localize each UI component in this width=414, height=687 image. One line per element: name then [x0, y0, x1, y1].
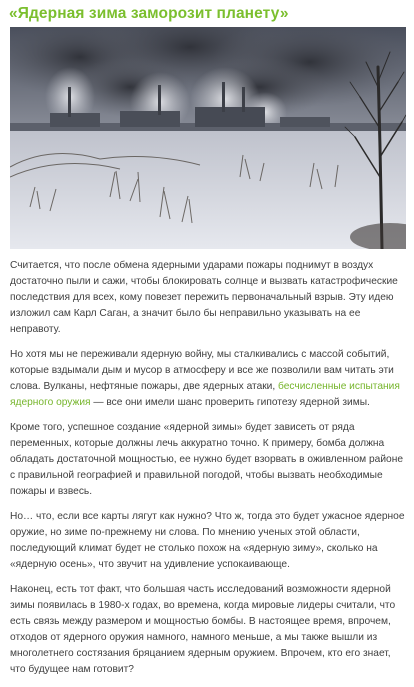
paragraph-1: Считается, что после обмена ядерными ударами пожары поднимут в воздух достаточно пыли и сажи, чтобы блокировать солнце и вызвать катастрофические последствия для всех, кому повезет пережить первоначальный взрыв. Эту идею изложил сам Карл Саган, а значит было бы неправильно указывать на ее неправоту.: [10, 260, 398, 335]
paragraph-5: Наконец, есть тот факт, что большая часть исследований возможности ядерной зимы появилась в 1980-х годах, во времена, когда мировые лидеры считали, что есть связь между размером и мощностью бомбы. В настоящее время, впрочем, отходов от ядерного оружия намного, намного меньше, а мы также вышли из многолетнего состязания бряцанием ядерным оружием. Впрочем, кто его знает, что будущее нам готовит?: [10, 584, 396, 675]
paragraph-2-start: Но хотя мы не переживали ядерную войну, мы сталкивались с массой событий, которые вздымали дым и мусор в атмосферу и все же позволили вам читать эти слова. Вулканы, нефтяные пожары, две ядерных атаки,: [10, 349, 394, 392]
nuclear-tests-link[interactable]: бесчисленные испытания ядерного оружия: [10, 381, 400, 408]
article-photo: [10, 27, 406, 249]
article-title: «Ядерная зима заморозит планету»: [9, 5, 289, 22]
paragraph-4: Но… что, если все карты лягут как нужно? Что ж, тогда это будет ужасное ядерное оружие, но зиме по-прежнему ни слова. По мнению ученых этой области, последующий климат будет не столько похож на «ядерную зиму», сколько на «ядерную осень», что звучит на удивление успокаивающе.: [10, 511, 405, 570]
paragraph-2-end: — все они имели шанс проверить гипотезу ядерной зимы.: [90, 397, 370, 408]
article-body: [10, 258, 408, 687]
paragraph-2: [10, 347, 408, 411]
paragraph-3: Кроме того, успешное создание «ядерной зимы» будет зависеть от ряда переменных, которые должны лечь аккуратно точно. К примеру, бомба должна обладать достаточной мощностью, ее нужно будет взорвать в оживленном районе с правильной географией и правильной погодой, чтобы вызвать необходимые пожары и взвесь.: [10, 422, 403, 497]
